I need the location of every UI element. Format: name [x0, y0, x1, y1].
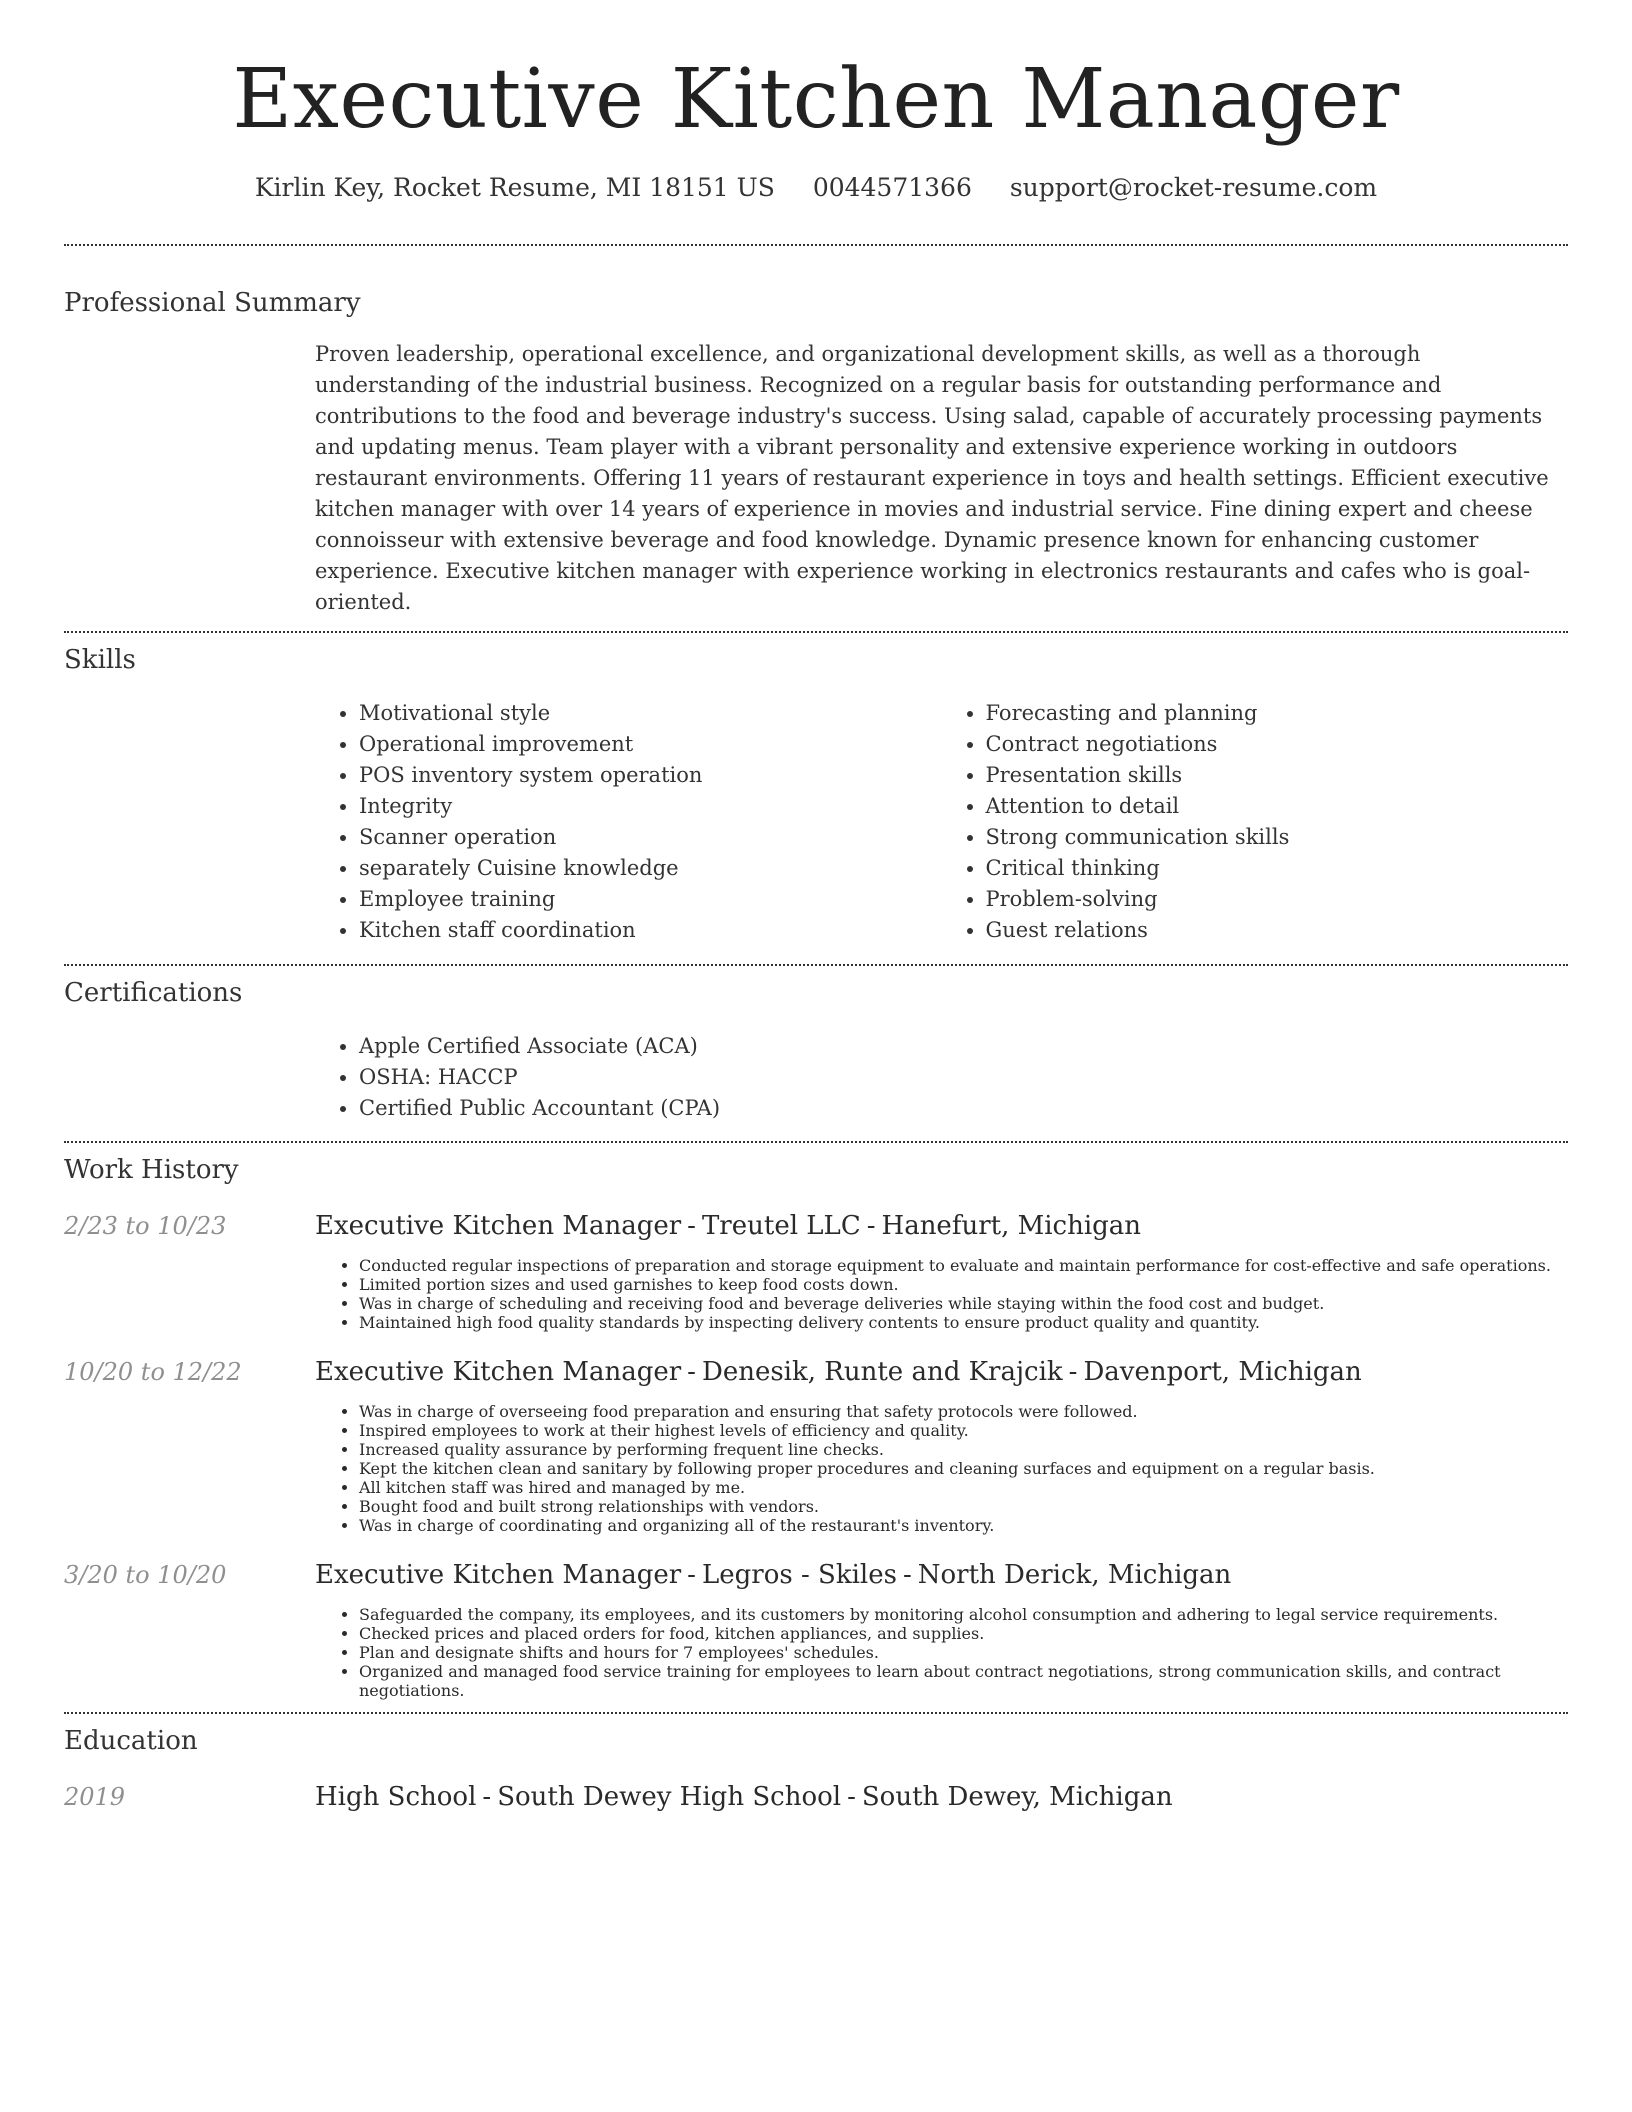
education-section	[64, 1725, 1568, 1813]
skill-item: • Forecasting and planning	[986, 698, 1569, 729]
title-separator: -	[687, 1357, 696, 1387]
education-degree: High School	[315, 1782, 477, 1812]
certifications-section	[64, 977, 1568, 1141]
job-bullet: • Increased quality assurance by performing frequent line checks.	[359, 1440, 1568, 1459]
skill-item: • Strong communication skills	[986, 822, 1569, 853]
job-bullet: • All kitchen staff was hired and managed by me.	[359, 1478, 1568, 1497]
section-divider	[64, 964, 1568, 966]
job-bullet: • Bought food and built strong relationships with vendors.	[359, 1497, 1568, 1516]
summary-text: Proven leadership, operational excellence, and organizational development skills, as well as a thorough understanding of the industrial business. Recognized on a regular basis for outstanding performance and contributions to the food and beverage industry's success. Using salad, capable of accurately processing payments and updating menus. Team player with a vibrant personality and extensive experience working in outdoors restaurant environments. Offering 11 years of restaurant experience in toys and health settings. Efficient executive kitchen manager with over 14 years of experience in movies and industrial service. Fine dining expert and cheese connoisseur with extensive beverage and food knowledge. Dynamic presence known for enhancing customer experience. Executive kitchen manager with experience working in electronics restaurants and cafes who is goal-oriented.	[315, 342, 1549, 614]
job-bullet: • Plan and designate shifts and hours for 7 employees' schedules.	[359, 1643, 1568, 1662]
job-bullet: • Kept the kitchen clean and sanitary by following proper procedures and cleaning surfaces and equipment on a regular basis.	[359, 1459, 1568, 1478]
skills-grid	[315, 698, 1568, 964]
certifications-content	[315, 1031, 1568, 1141]
skill-item: • separately Cuisine knowledge	[359, 853, 942, 884]
job-bullet: • Limited portion sizes and used garnishes to keep food costs down.	[359, 1275, 1568, 1294]
skill-item: • Motivational style	[359, 698, 942, 729]
certification-item: • Apple Certified Associate (ACA)	[359, 1031, 1568, 1062]
job-dates: 2/23 to 10/23	[64, 1212, 227, 1240]
title-separator: -	[866, 1211, 876, 1241]
section-divider	[64, 631, 1568, 633]
section-divider	[64, 1712, 1568, 1714]
certification-item: • Certified Public Accountant (CPA)	[359, 1093, 1568, 1124]
job-location: Hanefurt, Michigan	[881, 1211, 1142, 1241]
job-bullet: • Was in charge of overseeing food preparation and ensuring that safety protocols were followed.	[359, 1402, 1568, 1421]
job-bullet: • Checked prices and placed orders for food, kitchen appliances, and supplies.	[359, 1624, 1568, 1643]
summary-heading: Professional Summary	[64, 288, 361, 318]
summary-section	[64, 287, 1568, 631]
skills-list-right	[942, 698, 1569, 946]
job-location: North Derick, Michigan	[917, 1560, 1232, 1590]
job-entry	[64, 1356, 1568, 1535]
certifications-list	[315, 1031, 1568, 1124]
contact-address: Kirlin Key, Rocket Resume, MI 18151 US	[254, 173, 775, 202]
skill-item: • Scanner operation	[359, 822, 942, 853]
title-separator: -	[902, 1560, 912, 1590]
job-bullet: • Inspired employees to work at their highest levels of efficiency and quality.	[359, 1421, 1568, 1440]
job-bullets	[315, 1605, 1568, 1700]
education-school: South Dewey High School	[497, 1782, 842, 1812]
job-role: Executive Kitchen Manager	[315, 1357, 682, 1387]
title-separator: -	[687, 1211, 696, 1241]
job-title	[315, 1559, 1568, 1591]
job-entry	[64, 1210, 1568, 1332]
education-list	[64, 1781, 1568, 1813]
job-bullet: • Was in charge of scheduling and receiving food and beverage deliveries while staying within the food cost and budget.	[359, 1294, 1568, 1313]
job-bullet: • Maintained high food quality standards by inspecting delivery contents to ensure product quality and quantity.	[359, 1313, 1568, 1332]
skill-item: • Problem-solving	[986, 884, 1569, 915]
title-separator: -	[847, 1782, 856, 1812]
work-history-section	[64, 1154, 1568, 1712]
contact-line	[64, 172, 1568, 204]
job-company: Denesik, Runte and Krajcik	[701, 1357, 1063, 1387]
skill-item: • Kitchen staff coordination	[359, 915, 942, 946]
section-divider	[64, 244, 1568, 246]
job-bullet: • Was in charge of coordinating and organizing all of the restaurant's inventory.	[359, 1516, 1568, 1535]
job-dates: 3/20 to 10/20	[64, 1561, 227, 1589]
certification-item: • OSHA: HACCP	[359, 1062, 1568, 1093]
work-history-heading: Work History	[64, 1155, 239, 1185]
job-bullets	[315, 1402, 1568, 1535]
certifications-heading: Certifications	[64, 978, 243, 1008]
education-year: 2019	[64, 1783, 126, 1811]
title-separator: -	[482, 1782, 492, 1812]
job-entry	[64, 1559, 1568, 1700]
skill-item: • Presentation skills	[986, 760, 1569, 791]
skill-item: • POS inventory system operation	[359, 760, 942, 791]
section-divider	[64, 1141, 1568, 1143]
skills-list-left	[315, 698, 942, 946]
skill-item: • Integrity	[359, 791, 942, 822]
job-role: Executive Kitchen Manager	[315, 1560, 682, 1590]
education-heading: Education	[64, 1726, 198, 1756]
skill-item: • Guest relations	[986, 915, 1569, 946]
title-separator: -	[687, 1560, 696, 1590]
job-company: Treutel LLC	[701, 1211, 861, 1241]
education-location: South Dewey, Michigan	[861, 1782, 1173, 1812]
candidate-name: Executive Kitchen Manager	[232, 52, 1400, 147]
skill-item: • Critical thinking	[986, 853, 1569, 884]
skill-item: • Operational improvement	[359, 729, 942, 760]
job-role: Executive Kitchen Manager	[315, 1211, 682, 1241]
skills-heading: Skills	[64, 645, 136, 675]
contact-email[interactable]: support@rocket-resume.com	[1009, 173, 1378, 202]
job-title	[315, 1356, 1568, 1388]
job-title	[315, 1210, 1568, 1242]
job-location: Davenport, Michigan	[1083, 1357, 1362, 1387]
job-dates: 10/20 to 12/22	[64, 1358, 242, 1386]
title-separator: -	[1068, 1357, 1078, 1387]
job-company: Legros - Skiles	[701, 1560, 897, 1590]
job-bullet: • Safeguarded the company, its employees, and its customers by monitoring alcohol consumption and adhering to legal service requirements.	[359, 1605, 1568, 1624]
job-list	[64, 1210, 1568, 1712]
education-entry	[64, 1781, 1568, 1813]
skill-item: • Contract negotiations	[986, 729, 1569, 760]
skill-item: • Employee training	[359, 884, 942, 915]
job-bullets	[315, 1256, 1568, 1332]
job-bullet: • Organized and managed food service training for employees to learn about contract negotiations, strong communication skills, and contract negotiations.	[359, 1662, 1568, 1700]
resume-page	[64, 0, 1568, 1813]
contact-phone: 0044571366	[812, 173, 972, 202]
job-bullet: • Conducted regular inspections of preparation and storage equipment to evaluate and maintain performance for cost-effective and safe operations.	[359, 1256, 1568, 1275]
skills-section	[64, 644, 1568, 964]
education-title	[315, 1781, 1568, 1813]
skill-item: • Attention to detail	[986, 791, 1569, 822]
